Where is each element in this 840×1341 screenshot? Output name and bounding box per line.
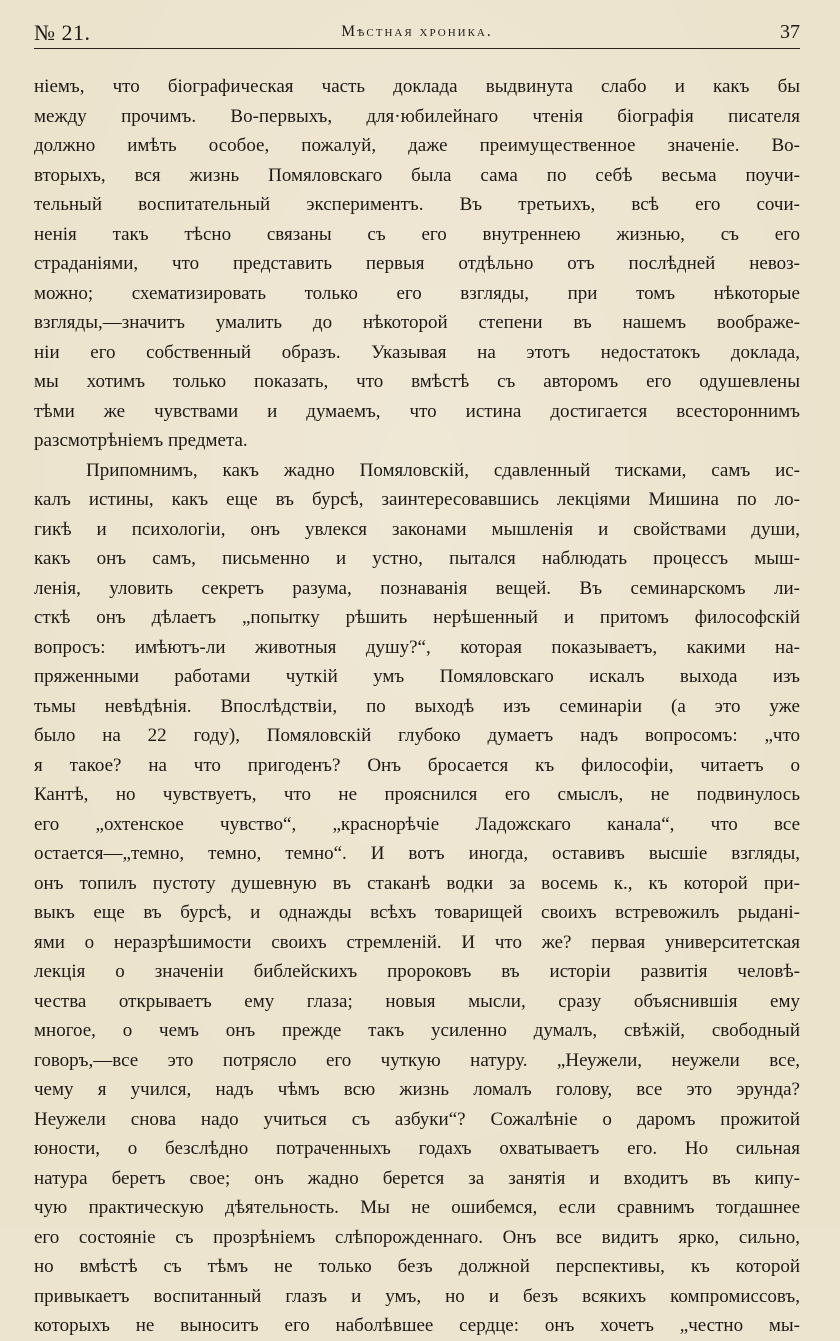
text-line: выкъ еще въ бурсѣ, и однажды всѣхъ товарищей своихъ встревожилъ рыданi-	[34, 902, 800, 923]
text-line: было на 22 году), Помяловскій глубоко думаетъ надъ вопросомъ: „что	[34, 725, 800, 746]
text-line: чему я учился, надъ чѣмъ всю жизнь ломалъ голову, все это эрунда?	[34, 1079, 800, 1100]
paragraph	[34, 72, 800, 456]
article-body	[34, 72, 800, 1341]
text-line: ненія такъ тѣсно связаны съ его внутреннею жизнью, съ его	[34, 223, 800, 245]
text-line: Припомнимъ, какъ жадно Помяловскій, сдавленный тисками, самъ ис-	[86, 459, 800, 481]
text-line: тѣми же чувствами и думаемъ, что истина достигается всестороннимъ	[34, 400, 800, 422]
text-line: какъ онъ самъ, письменно и устно, пытался наблюдать процессъ мыш-	[34, 548, 800, 569]
text-line: лекція о значеніи библейскихъ пророковъ въ исторіи развитія человѣ-	[34, 961, 800, 982]
running-header	[34, 20, 800, 46]
text-line: ями о неразрѣшимости своихъ стремленій. И что же? первая университетская	[34, 931, 800, 953]
text-line: пряженными работами чуткій умъ Помяловскаго искалъ выхода изъ	[34, 666, 800, 687]
paragraph	[34, 456, 800, 1341]
text-line: его состояніе съ прозрѣніемъ слѣпорожденнаго. Онъ все видитъ ярко, сильно,	[34, 1226, 800, 1248]
text-line: натура беретъ свое; онъ жадно берется за занятія и входитъ въ кипу-	[34, 1167, 800, 1189]
text-line: я такое? на что пригоденъ? Онъ бросается къ философіи, читаетъ о	[34, 754, 800, 776]
text-line: взгляды,—значитъ умалить до нѣкоторой степени въ нашемъ воображе-	[34, 312, 800, 333]
text-line: которыхъ не выноситъ его наболѣвшее сердце: онъ хочетъ „честно мы-	[34, 1315, 800, 1336]
text-line: чую практическую дѣятельность. Мы не ошибемся, если сравнимъ тогдашнее	[34, 1197, 800, 1218]
text-line: остается—„темно, темно, темно“. И вотъ иногда, оставивъ высшіе взгляды,	[34, 843, 800, 864]
text-line: привыкаетъ воспитанный глазъ и умъ, но и безъ всякихъ компромиссовъ,	[34, 1285, 800, 1307]
issue-number: № 21.	[34, 20, 91, 45]
text-line: тьмы невѣдѣнія. Впослѣдствіи, по выходѣ изъ семинаріи (а это уже	[34, 695, 800, 717]
text-line: онъ топилъ пустоту душевную въ стаканѣ водки за восемь к., къ которой при-	[34, 872, 800, 894]
text-line: ніи его собственный образъ. Указывая на этотъ недостатокъ доклада,	[34, 341, 800, 363]
header-rule	[34, 48, 800, 49]
text-line: ніемъ, что біографическая часть доклада выдвинута слабо и какъ бы	[34, 76, 800, 97]
page-number: 37	[780, 21, 800, 43]
text-line: Кантѣ, но чувствуетъ, что не прояснился его смыслъ, не подвинулось	[34, 784, 800, 805]
text-line: сткѣ онъ дѣлаетъ „попытку рѣшить нерѣшенный и притомъ философскій	[34, 607, 800, 628]
text-line: можно; схематизировать только его взгляды, при томъ нѣкоторые	[34, 282, 800, 304]
text-line: вопросъ: имѣютъ-ли животныя душу?“, которая показываетъ, какими на-	[34, 636, 800, 658]
text-line: говоръ,—все это потрясло его чуткую натуру. „Неужели, неужели все,	[34, 1049, 800, 1071]
text-line: ленія, уловить секретъ разума, познаванія вещей. Въ семинарскомъ ли-	[34, 577, 800, 599]
text-line: многое, о чемъ онъ прежде такъ усиленно думалъ, свѣжій, свободный	[34, 1020, 800, 1041]
section-title: Мѣстная хроника.	[341, 23, 493, 40]
text-line: страданіями, что представить первыя отдѣльно отъ послѣдней невоз-	[34, 253, 800, 274]
text-line: гикѣ и психологіи, онъ увлекся законами мышленія и свойствами души,	[34, 518, 800, 540]
text-line: тельный воспитательный экспериментъ. Въ третьихъ, всѣ его сочи-	[34, 194, 800, 215]
text-line: юности, о безслѣдно потраченныхъ годахъ охватываетъ его. Но сильная	[34, 1138, 800, 1159]
text-line: но вмѣстѣ съ тѣмъ не только безъ должной перспективы, къ которой	[34, 1256, 800, 1277]
text-line: мы хотимъ только показать, что вмѣстѣ съ авторомъ его одушевлены	[34, 371, 800, 392]
text-line: чества открываетъ ему глаза; новыя мысли, сразу объяснившія ему	[34, 990, 800, 1012]
text-line: разсмотрѣніемъ предмета.	[34, 430, 248, 451]
text-line: вторыхъ, вся жизнь Помяловскаго была сама по себѣ весьма поучи-	[34, 164, 800, 186]
text-line: Неужели снова надо учиться съ азбуки“? Сожалѣніе о даромъ прожитой	[34, 1108, 800, 1130]
text-line: должно имѣть особое, пожалуй, даже преимущественное значеніе. Во-	[34, 135, 800, 156]
text-line: калъ истины, какъ еще въ бурсѣ, заинтересовавшись лекціями Мишина по ло-	[34, 489, 800, 510]
text-line: его „охтенское чувство“, „краснорѣчіе Ладожскаго канала“, что все	[34, 813, 800, 835]
text-line: между прочимъ. Во-первыхъ, для·юбилейнаго чтенія біографія писателя	[34, 105, 800, 127]
